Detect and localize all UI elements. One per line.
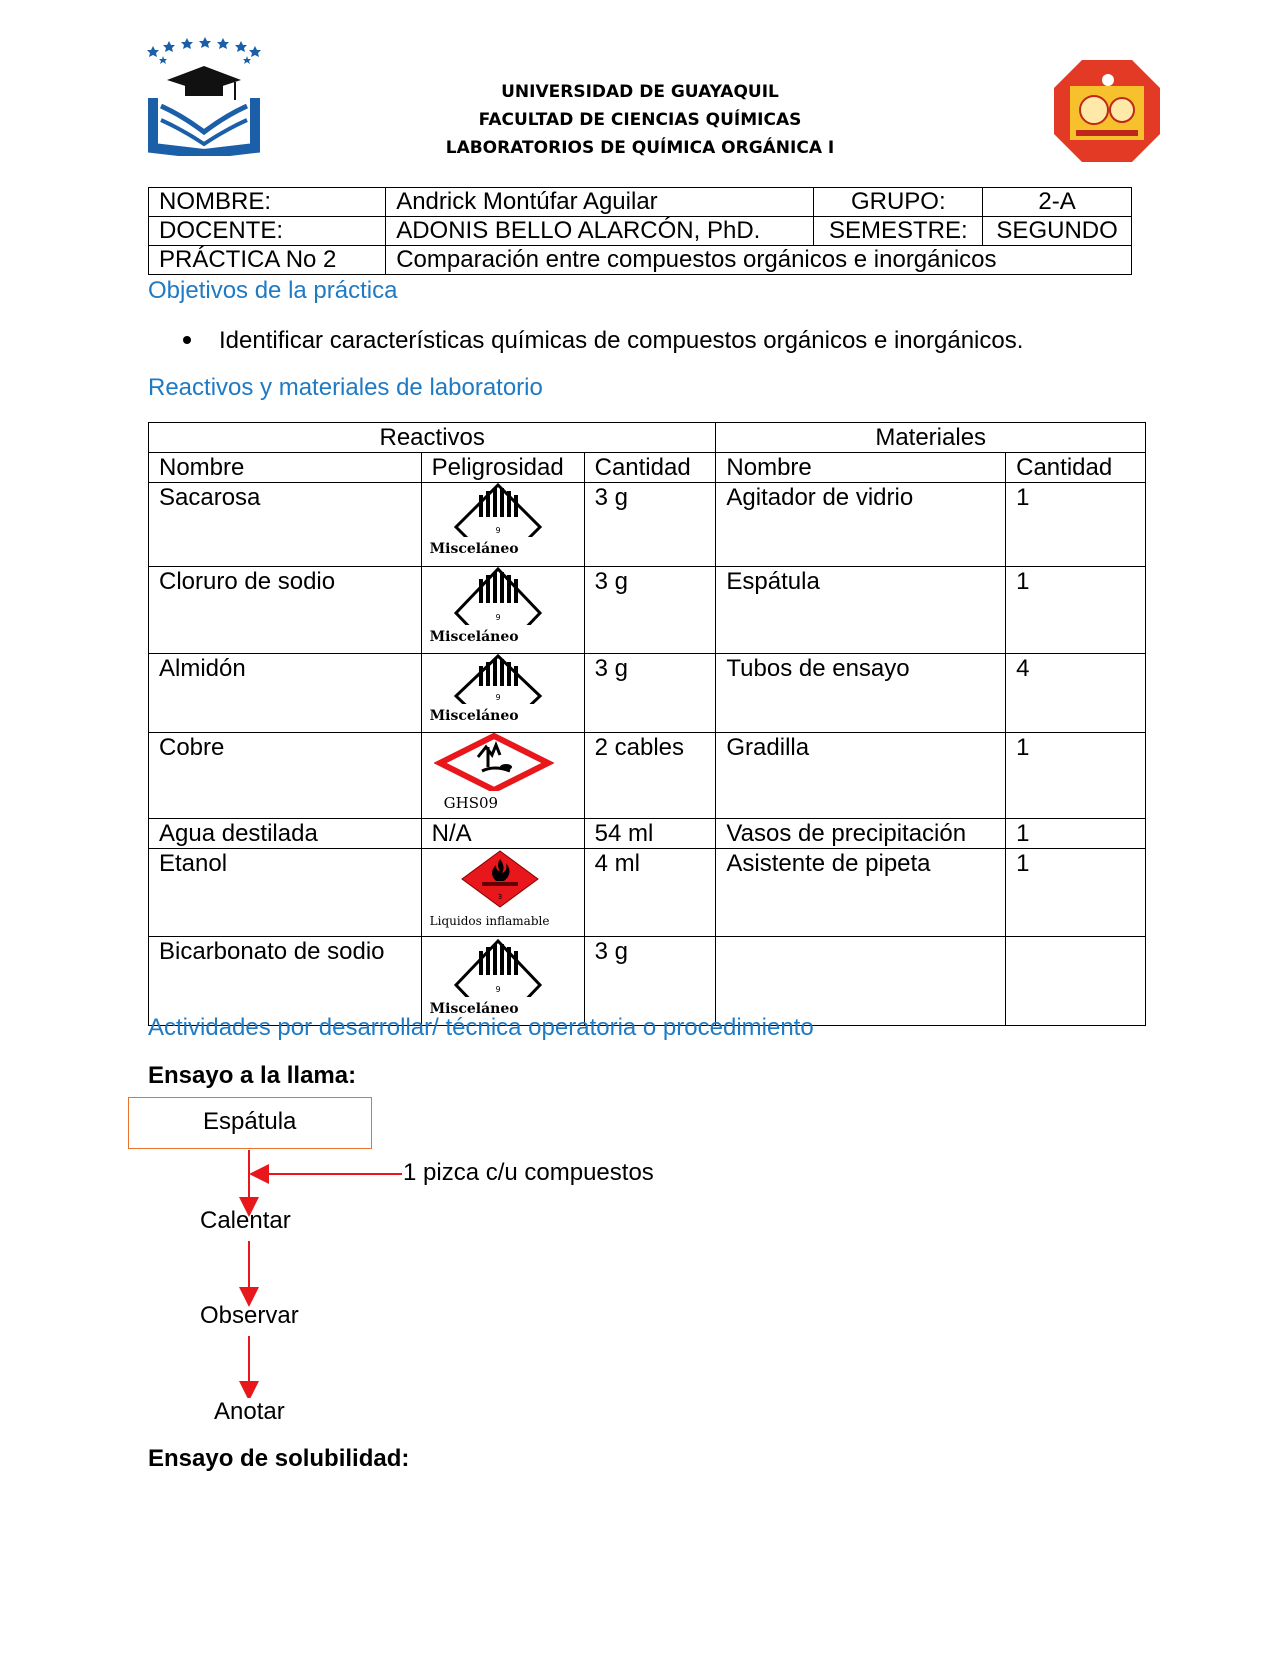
table-row bbox=[149, 654, 1146, 733]
reactivo-name: Cobre bbox=[149, 733, 422, 819]
flow-side-note: 1 pizca c/u compuestos bbox=[403, 1159, 654, 1186]
reactivo-cantidad: 2 cables bbox=[584, 733, 716, 819]
class9-misc-icon bbox=[448, 654, 548, 704]
material-name: Tubos de ensayo bbox=[716, 654, 1006, 733]
material-cantidad: 4 bbox=[1006, 654, 1146, 733]
class9-misc-icon bbox=[448, 567, 548, 625]
svg-text:9: 9 bbox=[495, 693, 501, 702]
flow-step-calentar: Calentar bbox=[200, 1207, 291, 1234]
col-peligrosidad: Peligrosidad bbox=[421, 453, 584, 483]
faculty-name: FACULTAD DE CIENCIAS QUÍMICAS bbox=[478, 110, 802, 130]
hazard-cell bbox=[421, 937, 584, 1026]
objectives-title: Objetivos de la práctica bbox=[148, 277, 398, 304]
material-cantidad bbox=[1006, 937, 1146, 1026]
class9-misc-icon bbox=[448, 483, 548, 537]
hazard-cell bbox=[421, 483, 584, 567]
objective-item bbox=[183, 327, 1023, 355]
bullet-icon bbox=[183, 336, 191, 344]
materiales-header: Materiales bbox=[716, 423, 1146, 453]
reactivo-cantidad: 3 g bbox=[584, 483, 716, 567]
table-row bbox=[149, 567, 1146, 654]
reactivos-header: Reactivos bbox=[149, 423, 716, 453]
hazard-text: N/A bbox=[421, 819, 584, 849]
table-row bbox=[149, 246, 1132, 275]
table-row bbox=[149, 483, 1146, 567]
reactivo-cantidad: 3 g bbox=[584, 937, 716, 1026]
practica-value: Comparación entre compuestos orgánicos e inorgánicos bbox=[386, 246, 1132, 275]
class3-flammable-icon bbox=[430, 849, 570, 909]
flow-start-label: Espátula bbox=[203, 1108, 297, 1135]
docente-value: ADONIS BELLO ALARCÓN, PhD. bbox=[386, 217, 814, 246]
university-name: UNIVERSIDAD DE GUAYAQUIL bbox=[501, 82, 779, 102]
practica-label: PRÁCTICA No 2 bbox=[149, 246, 386, 275]
faculty-logo-icon bbox=[1052, 58, 1162, 164]
reactivo-cantidad: 3 g bbox=[584, 654, 716, 733]
table-row bbox=[149, 819, 1146, 849]
institution-header bbox=[300, 78, 980, 162]
reactivo-cantidad: 3 g bbox=[584, 567, 716, 654]
flow-step-observar: Observar bbox=[200, 1302, 299, 1329]
grupo-label: GRUPO: bbox=[814, 188, 983, 217]
reactivo-cantidad: 4 ml bbox=[584, 849, 716, 937]
laboratory-name: LABORATORIOS DE QUÍMICA ORGÁNICA I bbox=[445, 138, 835, 158]
table-row bbox=[149, 733, 1146, 819]
table-row bbox=[149, 849, 1146, 937]
table-row bbox=[149, 937, 1146, 1026]
hazard-label: Liquidos inflamable bbox=[429, 914, 550, 928]
col-material-nombre: Nombre bbox=[716, 453, 1006, 483]
university-logo-icon bbox=[143, 36, 265, 156]
material-name: Gradilla bbox=[716, 733, 1006, 819]
table-row bbox=[149, 188, 1132, 217]
objective-text: Identificar características químicas de compuestos orgánicos e inorgánicos. bbox=[219, 327, 1024, 354]
col-cantidad: Cantidad bbox=[584, 453, 716, 483]
reactivo-name: Bicarbonato de sodio bbox=[149, 937, 422, 1026]
hazard-label: Misceláneo bbox=[429, 629, 519, 645]
nombre-value: Andrick Montúfar Aguilar bbox=[386, 188, 814, 217]
grupo-value: 2-A bbox=[983, 188, 1132, 217]
docente-label: DOCENTE: bbox=[149, 217, 386, 246]
reagents-materials-table bbox=[148, 422, 1146, 1026]
reactivo-cantidad: 54 ml bbox=[584, 819, 716, 849]
svg-text:3: 3 bbox=[497, 893, 502, 901]
reactivo-name: Etanol bbox=[149, 849, 422, 937]
material-name bbox=[716, 937, 1006, 1026]
column-header-row bbox=[149, 453, 1146, 483]
material-cantidad: 1 bbox=[1006, 849, 1146, 937]
hazard-label: Misceláneo bbox=[429, 1001, 519, 1017]
flow-arrows bbox=[230, 1148, 410, 1398]
svg-text:9: 9 bbox=[495, 526, 501, 535]
flame-test-title: Ensayo a la llama: bbox=[148, 1062, 357, 1089]
material-name: Asistente de pipeta bbox=[716, 849, 1006, 937]
reactivo-name: Sacarosa bbox=[149, 483, 422, 567]
material-cantidad: 1 bbox=[1006, 483, 1146, 567]
hazard-cell bbox=[421, 567, 584, 654]
reactivo-name: Cloruro de sodio bbox=[149, 567, 422, 654]
hazard-cell bbox=[421, 733, 584, 819]
table-row bbox=[149, 217, 1132, 246]
svg-text:9: 9 bbox=[495, 985, 501, 994]
material-cantidad: 1 bbox=[1006, 567, 1146, 654]
hazard-label: Misceláneo bbox=[429, 708, 519, 724]
reactivo-name: Almidón bbox=[149, 654, 422, 733]
solubility-test-title: Ensayo de solubilidad: bbox=[148, 1445, 410, 1472]
hazard-label: Misceláneo bbox=[429, 541, 519, 557]
material-name: Espátula bbox=[716, 567, 1006, 654]
ghs09-environment-icon bbox=[434, 733, 554, 791]
reactivo-name: Agua destilada bbox=[149, 819, 422, 849]
semestre-value: SEGUNDO bbox=[983, 217, 1132, 246]
material-name: Vasos de precipitación bbox=[716, 819, 1006, 849]
table-header-row bbox=[149, 423, 1146, 453]
material-cantidad: 1 bbox=[1006, 819, 1146, 849]
activities-title: Actividades por desarrollar/ técnica operatoria o procedimiento bbox=[148, 1014, 814, 1041]
flow-step-anotar: Anotar bbox=[214, 1398, 285, 1425]
student-info-table bbox=[148, 187, 1132, 275]
materials-section-title: Reactivos y materiales de laboratorio bbox=[148, 374, 543, 401]
material-name: Agitador de vidrio bbox=[716, 483, 1006, 567]
class9-misc-icon bbox=[448, 937, 548, 997]
hazard-cell bbox=[421, 654, 584, 733]
material-cantidad: 1 bbox=[1006, 733, 1146, 819]
semestre-label: SEMESTRE: bbox=[814, 217, 983, 246]
hazard-label: GHS09 bbox=[443, 794, 499, 812]
col-material-cantidad: Cantidad bbox=[1006, 453, 1146, 483]
flow-start-box bbox=[128, 1097, 372, 1149]
nombre-label: NOMBRE: bbox=[149, 188, 386, 217]
hazard-cell bbox=[421, 849, 584, 937]
col-nombre: Nombre bbox=[149, 453, 422, 483]
svg-text:9: 9 bbox=[495, 613, 501, 622]
